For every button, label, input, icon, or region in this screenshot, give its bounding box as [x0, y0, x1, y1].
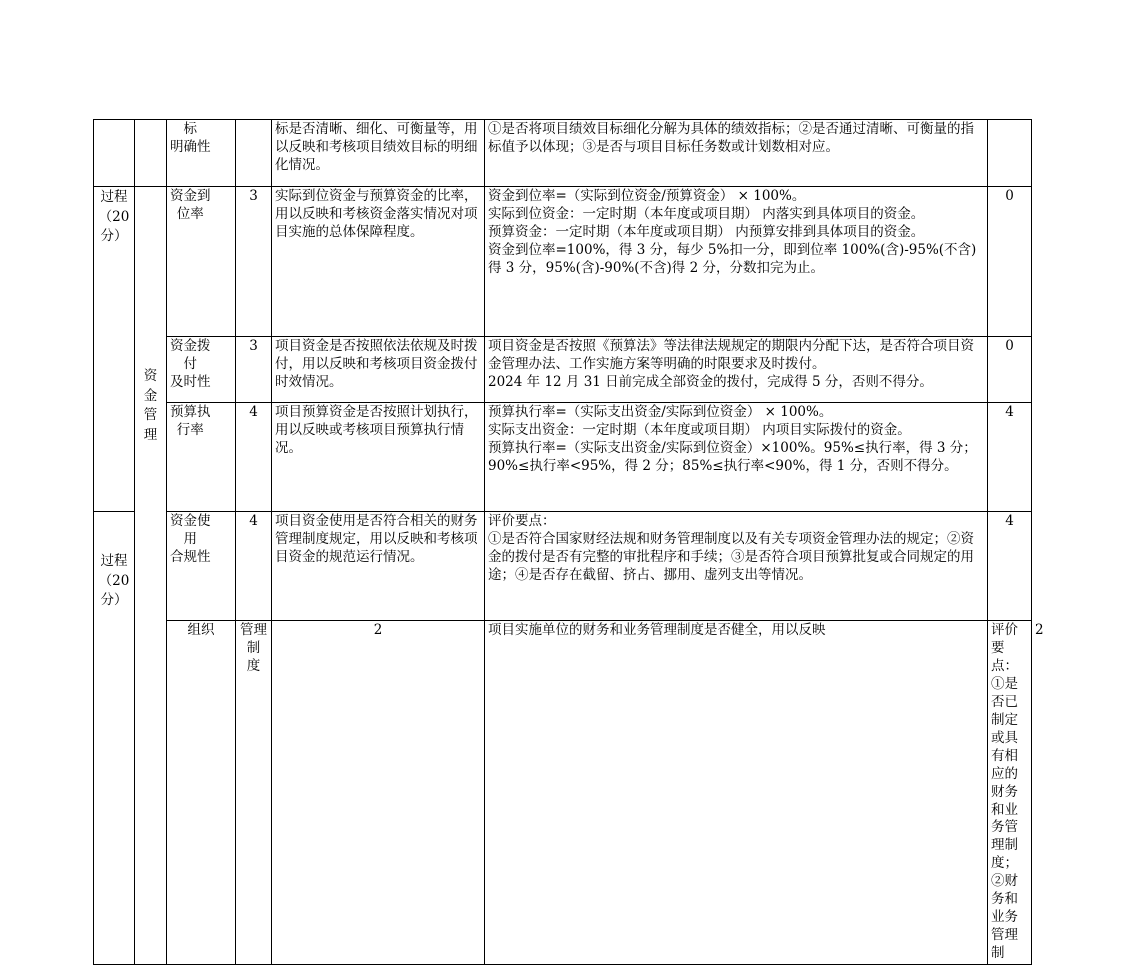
- explanation-cell: 实际到位资金与预算资金的比率，用以反映和考核资金落实情况对项目实施的总体保障程度。: [272, 187, 485, 337]
- criteria-line: 评价要点：: [991, 622, 1018, 674]
- criteria-line: 资金到位率=（实际到位资金/预算资金） × 100%。: [488, 188, 806, 204]
- explanation-cell: 标是否清晰、细化、可衡量等，用以反映和考核项目绩效目标的明细化情况。: [272, 120, 485, 187]
- rating-cell: 0: [988, 187, 1032, 337]
- level1-line: 过程: [100, 189, 128, 205]
- indicator-line: 度: [246, 657, 261, 674]
- score-cell: 3: [236, 337, 272, 403]
- score-cell: 4: [236, 512, 272, 621]
- indicator-cell: [167, 187, 236, 337]
- score-cell: [236, 120, 272, 187]
- criteria-line: 预算执行率=（实际支出资金/实际到位资金）×100%。95%≤执行率，得 3 分；90%≤执行率<95%，得 2 分；85%≤执行率<90%，得 1 分，否则不得分。: [488, 439, 977, 474]
- indicator-line: 明确性: [170, 138, 211, 155]
- criteria-line: 预算执行率=（实际支出资金/实际到位资金） × 100%。: [488, 404, 833, 420]
- explanation-cell: 项目资金使用是否符合相关的财务管理制度规定，用以反映和考核项目资金的规范运行情况。: [272, 512, 485, 621]
- criteria-line: 2024 年 12 月 31 日前完成全部资金的拨付，完成得 5 分，否则不得分。: [488, 373, 933, 390]
- criteria-line: ①是否已制定或具有相应的财务和业务管理制度；②财务和业务管理制: [991, 675, 1018, 962]
- criteria-line: 评价要点：: [488, 513, 556, 529]
- indicator-line: 预算执: [170, 404, 211, 420]
- table-row: 组织 管理制 度 2 项目实施单位的财务和业务管理制度是否健全，用以反映 评价要点： ①是否已制定或具有相应的财务和业务管理制度；②财务和业务管理制 2: [94, 621, 1032, 965]
- criteria-line: 资金到位率=100%，得 3 分，每少 5%扣一分，即到位率 100%(含)-95%(不含)得 3 分，95%(含)-90%(不含)得 2 分，分数扣完为止。: [488, 241, 977, 276]
- explanation-cell: 项目资金是否按照依法依规及时拨付，用以反映和考核项目资金拨付时效情况。: [272, 337, 485, 403]
- indicator-line: 管理制: [240, 622, 267, 656]
- explanation-cell: 项目实施单位的财务和业务管理制度是否健全，用以反映: [485, 621, 988, 965]
- indicator-line: 位率: [176, 205, 204, 222]
- indicator-line: 资金拨: [170, 338, 211, 354]
- level2-cell: [135, 187, 167, 965]
- indicator-line: 资金使: [170, 513, 211, 529]
- indicator-cell: [167, 120, 236, 187]
- score-cell: 2: [272, 621, 485, 965]
- criteria-line: 预算资金：一定时期（本年度或项目期） 内预算安排到具体项目的资金。: [488, 223, 925, 240]
- criteria-cell: [485, 187, 988, 337]
- table-row: [94, 403, 1032, 512]
- indicator-line: 用: [183, 530, 197, 547]
- level1-line: 分）: [100, 228, 128, 245]
- explanation-cell: 项目预算资金是否按照计划执行，用以反映或考核项目预算执行情况。: [272, 403, 485, 512]
- level1-cell: [94, 120, 135, 187]
- table-row: [94, 337, 1032, 403]
- indicator-cell: [167, 512, 236, 621]
- rating-cell: 0: [988, 337, 1032, 403]
- level2-char: 资: [143, 368, 158, 384]
- criteria-line: 实际到位资金：一定时期（本年度或项目期） 内落实到具体项目的资金。: [488, 205, 925, 222]
- indicator-line: 标: [183, 121, 197, 137]
- evaluation-table: [93, 119, 1044, 965]
- table-row: [94, 187, 1032, 337]
- level1-cell: [94, 187, 135, 512]
- table-row: [94, 120, 1032, 187]
- indicator-cell: [167, 337, 236, 403]
- level2-char: 管: [143, 407, 158, 424]
- level1-line: （20: [98, 208, 130, 225]
- table-row: [94, 512, 1032, 621]
- rating-cell: 4: [988, 403, 1032, 512]
- criteria-line: ①是否将项目绩效目标细化分解为具体的绩效指标；②是否通过清晰、可衡量的指标值予以体现；③是否与项目目标任务数或计划数相对应。: [488, 121, 974, 155]
- indicator-line: 资金到: [170, 188, 211, 204]
- indicator-cell: [167, 403, 236, 512]
- level1-cell: [94, 512, 135, 965]
- criteria-cell: [485, 337, 988, 403]
- level2-cell: [135, 120, 167, 187]
- criteria-cell: [485, 512, 988, 621]
- score-cell: 4: [236, 403, 272, 512]
- indicator-line: 行率: [176, 421, 204, 438]
- level2-char: 金: [143, 387, 158, 404]
- criteria-line: ①是否符合国家财经法规和财务管理制度以及有关专项资金管理办法的规定；②资金的拨付是否有完整的审批程序和手续；③是否符合项目预算批复或合同规定的用途；④是否存在截留、挤占、挪用、虚列支出等情况。: [488, 530, 974, 583]
- rating-cell: [988, 120, 1032, 187]
- level2-char: 理: [143, 426, 158, 443]
- criteria-cell: [485, 120, 988, 187]
- indicator-line: 付: [183, 355, 197, 372]
- score-cell: 3: [236, 187, 272, 337]
- indicator-line: 及时性: [170, 373, 211, 390]
- level1-line: 分）: [100, 592, 128, 609]
- level2-cell: 组织: [167, 621, 236, 965]
- rating-cell: 4: [988, 512, 1032, 621]
- level1-line: 过程: [100, 553, 128, 569]
- criteria-line: 实际支出资金：一定时期（本年度或项目期） 内项目实际拨付的资金。: [488, 421, 911, 438]
- criteria-line: 项目资金是否按照《预算法》等法律法规规定的期限内分配下达，是否符合项目资金管理办法、工作实施方案等明确的时限要求及时拨付。: [488, 338, 974, 372]
- indicator-line: 合规性: [170, 548, 211, 565]
- criteria-cell: [485, 403, 988, 512]
- level1-line: （20: [98, 572, 130, 589]
